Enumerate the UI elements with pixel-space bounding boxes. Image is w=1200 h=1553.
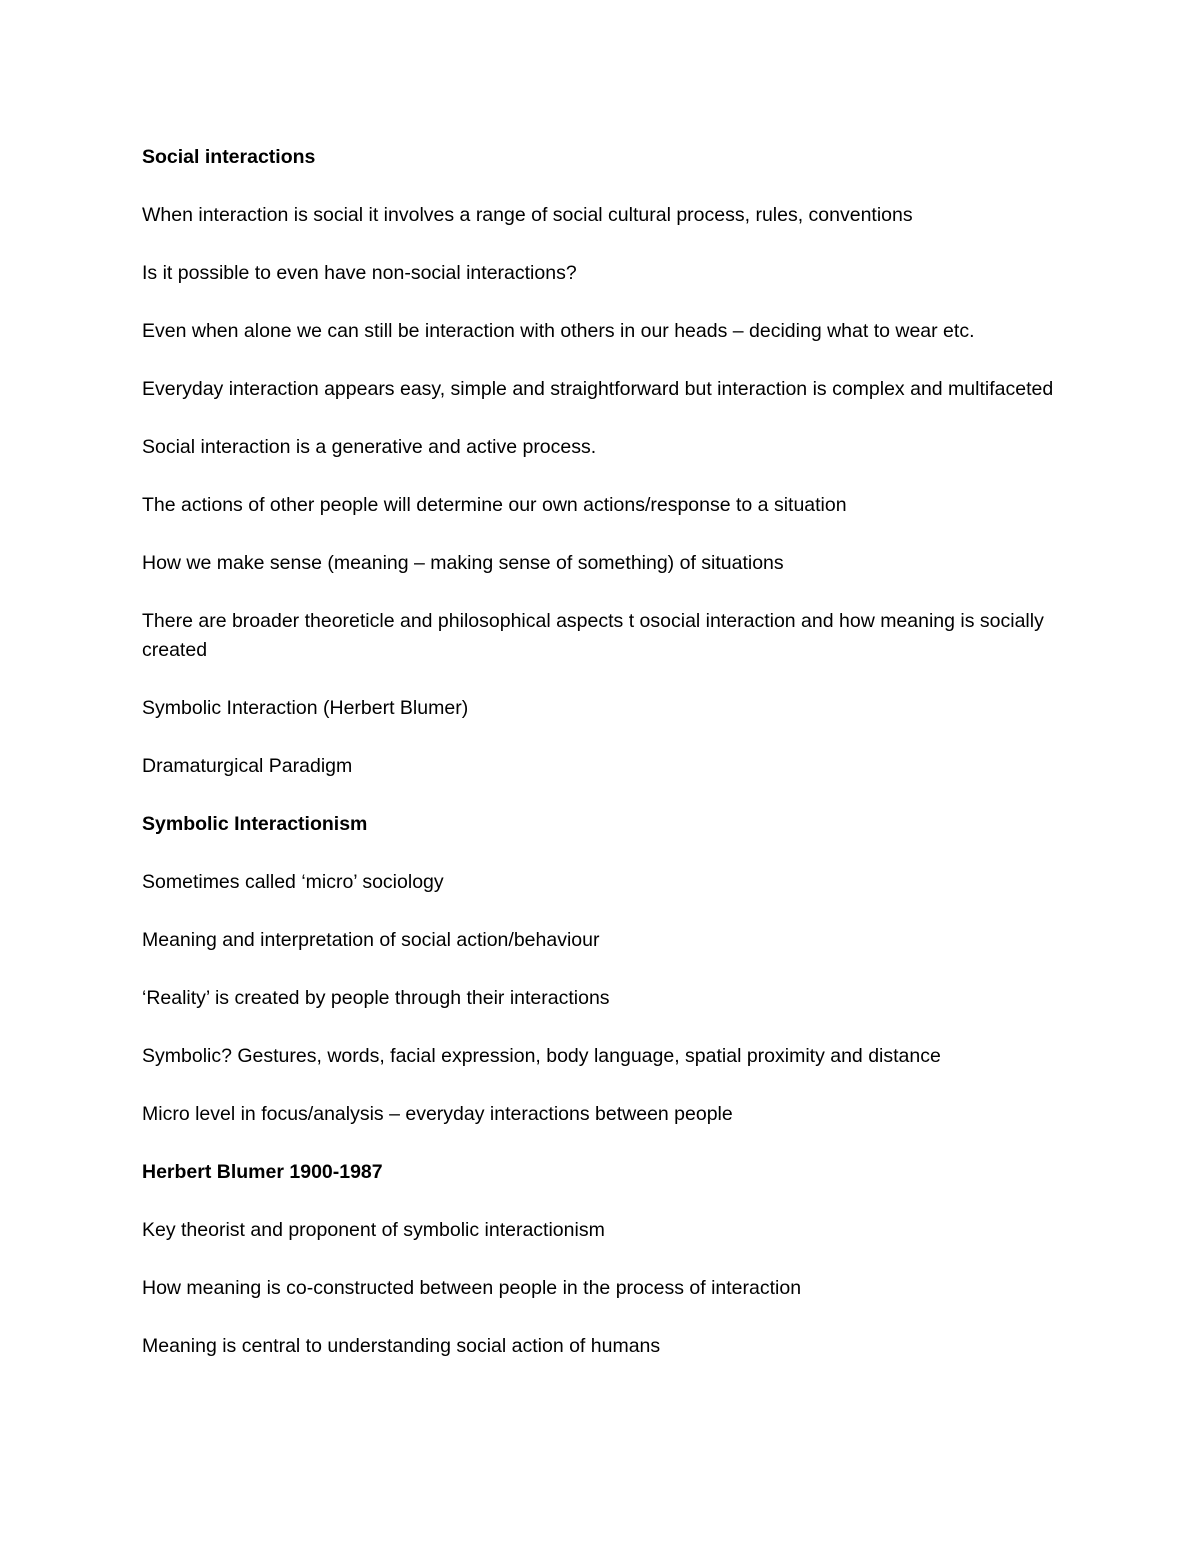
body-paragraph: Key theorist and proponent of symbolic interactionism (142, 1219, 605, 1241)
body-paragraph: ‘Reality’ is created by people through their interactions (142, 987, 610, 1009)
body-paragraph: Is it possible to even have non-social interactions? (142, 262, 577, 284)
body-paragraph: Social interaction is a generative and active process. (142, 436, 597, 458)
body-paragraph: Everyday interaction appears easy, simple and straightforward but interaction is complex and multifaceted (142, 378, 1054, 400)
body-paragraph: Even when alone we can still be interaction with others in our heads – deciding what to wear etc. (142, 320, 975, 342)
body-paragraph: Meaning and interpretation of social action/behaviour (142, 929, 600, 951)
body-paragraph: Dramaturgical Paradigm (142, 755, 353, 777)
body-paragraph: Symbolic? Gestures, words, facial expression, body language, spatial proximity and distance (142, 1045, 941, 1067)
body-paragraph: The actions of other people will determine our own actions/response to a situation (142, 494, 847, 516)
body-paragraph: Micro level in focus/analysis – everyday interactions between people (142, 1103, 733, 1125)
section-heading: Social interactions (142, 146, 316, 168)
section-heading: Herbert Blumer 1900-1987 (142, 1161, 383, 1183)
body-paragraph: How meaning is co-constructed between people in the process of interaction (142, 1277, 802, 1299)
body-paragraph: Sometimes called ‘micro’ sociology (142, 871, 444, 893)
body-paragraph: There are broader theoreticle and philosophical aspects t osocial interaction and how meaning is socially created (142, 610, 1044, 661)
body-paragraph: When interaction is social it involves a range of social cultural process, rules, conventions (142, 204, 913, 226)
document-body (142, 143, 1057, 1390)
body-paragraph: Meaning is central to understanding social action of humans (142, 1335, 661, 1357)
body-paragraph: Symbolic Interaction (Herbert Blumer) (142, 697, 469, 719)
section-heading: Symbolic Interactionism (142, 813, 368, 835)
body-paragraph: How we make sense (meaning – making sense of something) of situations (142, 552, 784, 574)
